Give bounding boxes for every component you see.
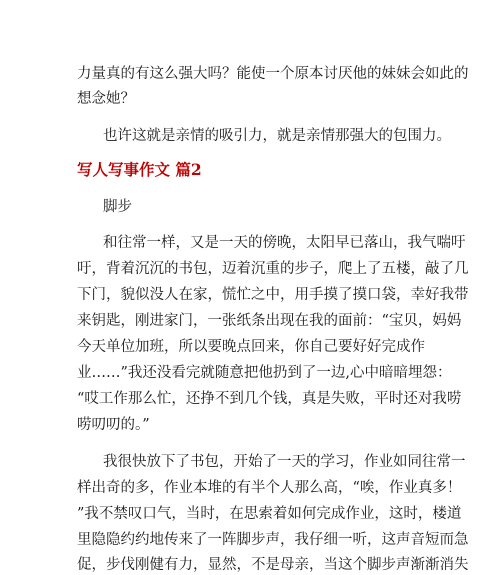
text-line: 也许这就是亲情的吸引力，就是亲情那强大的包围力。 (103, 128, 451, 144)
text-line: 唠叨叨的。” (77, 417, 150, 433)
section-heading: 写人写事作文 篇2 (77, 160, 202, 179)
text-line: 今天单位加班，所以要晚点回来，你自己要好好完成作 (77, 339, 425, 355)
text-line: 促，步伐刚健有力，显然，不是母亲，当这个脚步声渐渐消失 (77, 557, 469, 573)
text-line: 吁，背着沉沉的书包，迈着沉重的步子，爬上了五楼，敲了几 (77, 261, 469, 277)
text-line: 里隐隐约约地传来了一阵脚步声，我仔细一听，这声音短而急 (77, 532, 469, 548)
text-line: 和往常一样，又是一天的傍晚，太阳早已落山，我气喘吁 (103, 235, 466, 251)
text-line: 样出奇的多，作业本堆的有半个人那么高，“唉，作业真多！ (77, 480, 462, 496)
essay-title: 脚步 (103, 199, 132, 215)
text-line: “哎工作那么忙，还挣不到几个钱，真是失败，平时还对我唠 (77, 391, 462, 407)
text-line: 我很快放下了书包，开始了一天的学习，作业如同往常一 (103, 454, 466, 470)
text-line: 力量真的有这么强大吗？能使一个原本讨厌他的妹妹会如此的 (77, 66, 469, 82)
text-line: 来钥匙，刚进家门，一张纸条出现在我的面前：“宝贝，妈妈 (77, 313, 462, 329)
text-line: ”我不禁叹口气，当时，在思索着如何完成作业，这时，楼道 (77, 506, 462, 522)
text-line: 下门，貌似没人在家，慌忙之中，用手摸了摸口袋，幸好我带 (77, 287, 469, 303)
text-line: 业……”我还没看完就随意把他扔到了一边,心中暗暗埋怨： (77, 365, 452, 381)
text-line: 想念她？ (77, 91, 135, 107)
